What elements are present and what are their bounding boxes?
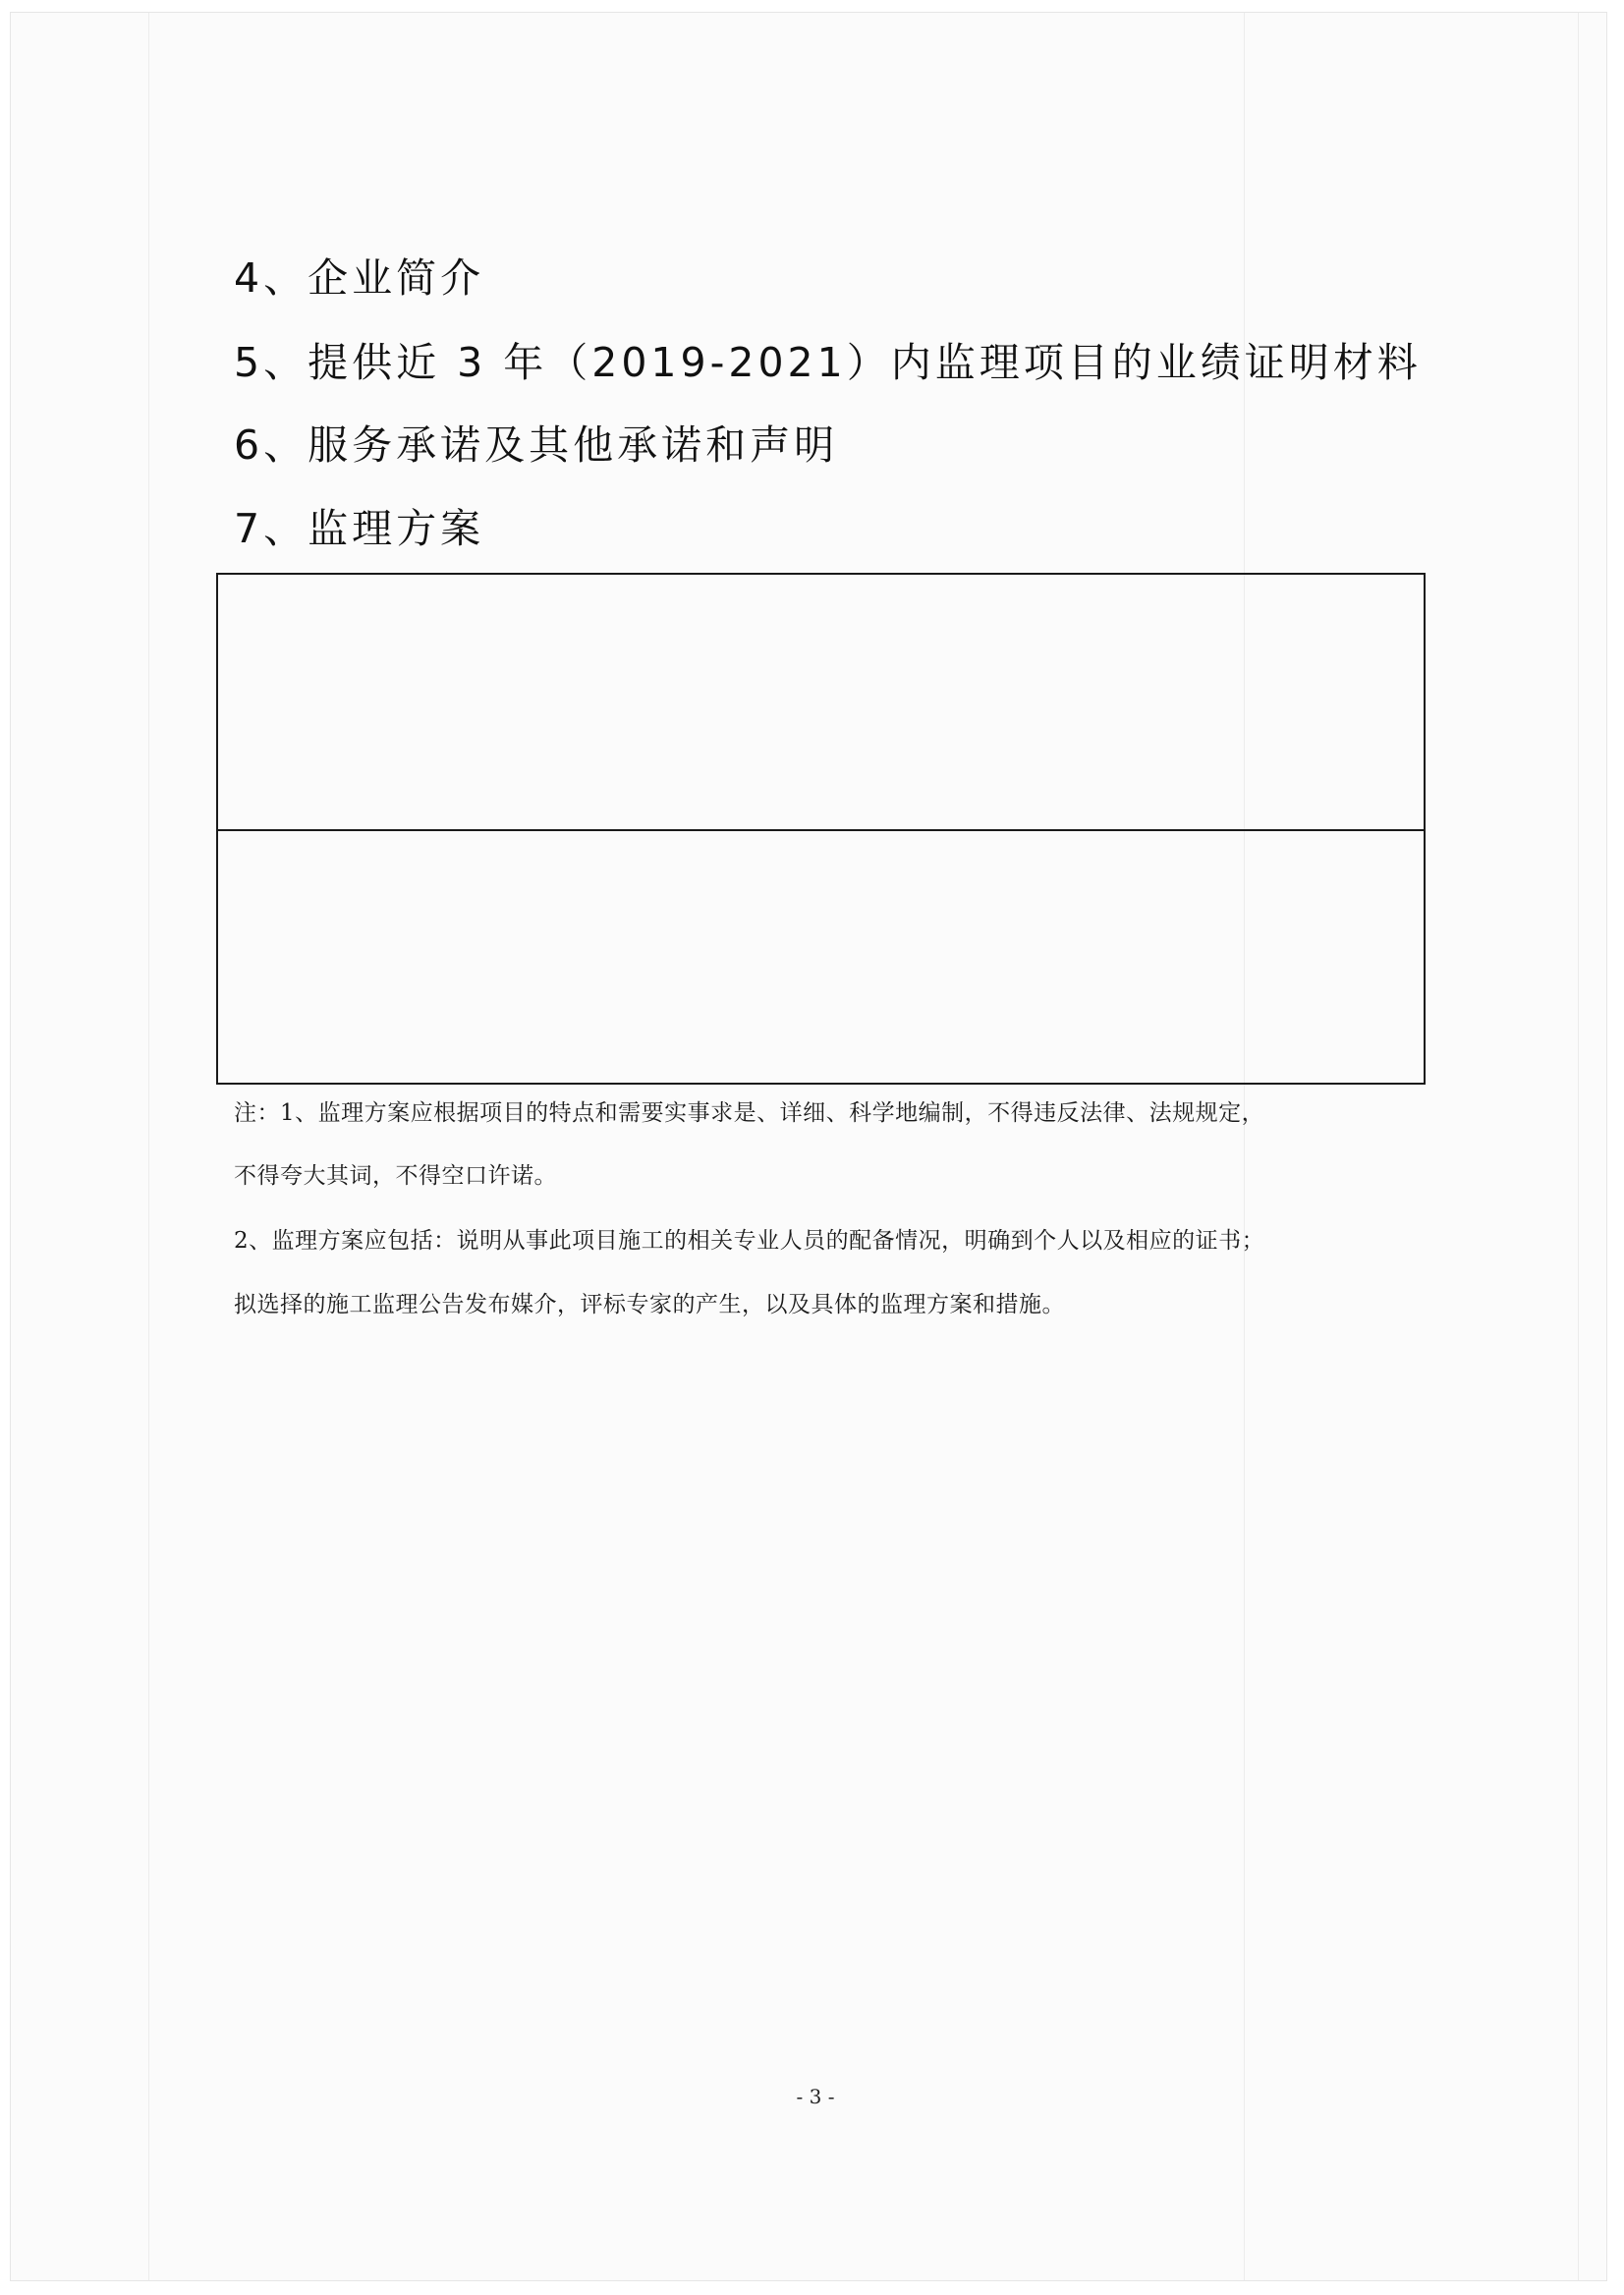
- section-heading-4: 4、企业简介: [234, 254, 485, 302]
- section-heading-7: 7、监理方案: [234, 505, 485, 552]
- section-heading-6: 6、服务承诺及其他承诺和声明: [234, 421, 839, 469]
- scan-streak: [148, 13, 149, 2280]
- note-line-4: 拟选择的施工监理公告发布媒介，评标专家的产生，以及具体的监理方案和措施。: [234, 1292, 1065, 1317]
- table-row-divider: [218, 829, 1424, 831]
- note-line-1: 注：1、监理方案应根据项目的特点和需要实事求是、详细、科学地编制，不得违反法律、法规规定，: [234, 1100, 1265, 1126]
- note-line-2: 不得夸大其词，不得空口许诺。: [234, 1163, 557, 1189]
- page-number: - 3 -: [796, 2085, 835, 2108]
- supervision-plan-table: [216, 573, 1426, 1085]
- note-line-3: 2、监理方案应包括：说明从事此项目施工的相关专业人员的配备情况，明确到个人以及相应的证书；: [234, 1228, 1265, 1254]
- section-heading-5: 5、提供近 3 年（2019-2021）内监理项目的业绩证明材料: [234, 339, 1422, 386]
- scan-streak: [1578, 13, 1579, 2280]
